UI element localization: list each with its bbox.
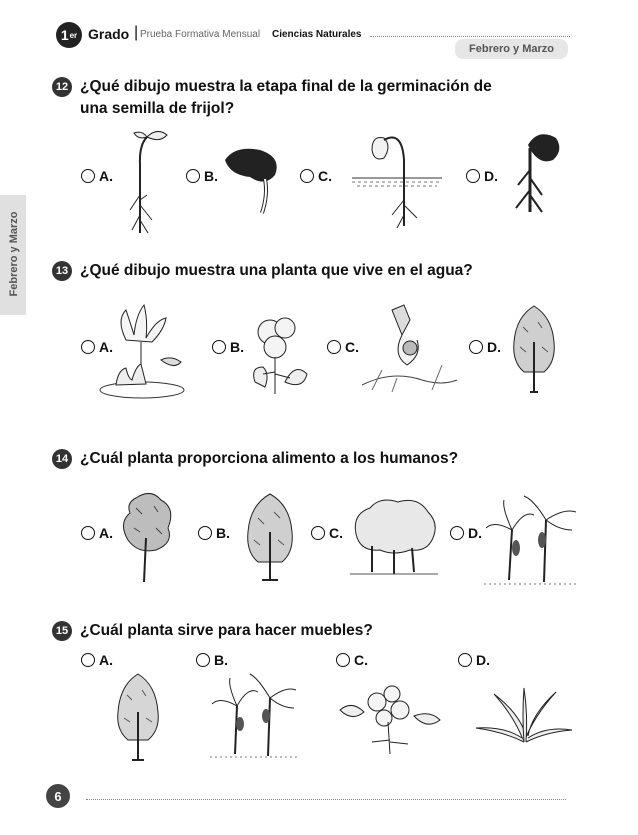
- radio-circle[interactable]: [81, 653, 95, 667]
- option-14-a[interactable]: [81, 525, 113, 541]
- option-14-b[interactable]: [198, 525, 230, 541]
- option-label: D.: [468, 525, 482, 541]
- option-12-c[interactable]: [300, 168, 332, 184]
- grade-label: Grado: [88, 26, 130, 42]
- header-separator: |: [134, 24, 139, 41]
- option-label: A.: [99, 525, 113, 541]
- grade-badge: [56, 22, 82, 48]
- side-tab-text: Febrero y Marzo: [8, 211, 20, 297]
- option-13-b[interactable]: [212, 339, 244, 355]
- radio-circle[interactable]: [81, 526, 95, 540]
- question-12-line2: una semilla de frijol?: [80, 100, 235, 117]
- radio-circle[interactable]: [466, 169, 480, 183]
- geranium-icon: [245, 312, 310, 397]
- option-14-c[interactable]: [311, 525, 343, 541]
- option-label: B.: [216, 525, 230, 541]
- month-tab: Febrero y Marzo: [455, 39, 568, 59]
- cactus-flower-icon: [362, 300, 457, 395]
- page-number: 6: [46, 784, 70, 808]
- option-label: C.: [318, 168, 332, 184]
- option-13-d[interactable]: [469, 339, 501, 355]
- bush-cluster-icon: [350, 494, 438, 576]
- option-label: D.: [487, 339, 501, 355]
- option-label: A.: [99, 652, 113, 668]
- question-number-13: 13: [52, 261, 72, 281]
- option-label: B.: [214, 652, 228, 668]
- radio-circle[interactable]: [198, 526, 212, 540]
- seedling-icon: [112, 125, 172, 235]
- test-name: Prueba Formativa Mensual: [140, 29, 261, 40]
- question-number-14: 14: [52, 449, 72, 469]
- bean-sprout-icon: [220, 145, 285, 215]
- question-15-line1: ¿Cuál planta sirve para hacer muebles?: [80, 622, 373, 639]
- banana-plants-icon: [484, 490, 578, 588]
- option-label: D.: [484, 168, 498, 184]
- option-label: C.: [345, 339, 359, 355]
- option-label: B.: [204, 168, 218, 184]
- question-number-12: 12: [52, 77, 72, 97]
- tree-icon: [508, 302, 560, 394]
- banana-plants-icon: [210, 670, 298, 758]
- option-15-a[interactable]: [81, 652, 113, 668]
- water-lily-icon: [96, 300, 188, 402]
- grade-suffix: er: [69, 30, 78, 40]
- tree-icon: [240, 490, 300, 582]
- radio-circle[interactable]: [327, 340, 341, 354]
- option-14-d[interactable]: [450, 525, 482, 541]
- option-12-b[interactable]: [186, 168, 218, 184]
- option-label: C.: [354, 652, 368, 668]
- flowering-plant-icon: [332, 680, 442, 755]
- radio-circle[interactable]: [300, 169, 314, 183]
- option-13-c[interactable]: [327, 339, 359, 355]
- shrub-icon: [116, 488, 178, 583]
- radio-circle[interactable]: [311, 526, 325, 540]
- option-label: A.: [99, 339, 113, 355]
- radio-circle[interactable]: [186, 169, 200, 183]
- radio-circle[interactable]: [450, 526, 464, 540]
- question-14-line1: ¿Cuál planta proporciona alimento a los humanos?: [80, 450, 459, 467]
- radio-circle[interactable]: [196, 653, 210, 667]
- option-15-b[interactable]: [196, 652, 228, 668]
- subject-label: Ciencias Naturales: [272, 29, 362, 40]
- radio-circle[interactable]: [212, 340, 226, 354]
- question-12-line1: ¿Qué dibujo muestra la etapa final de la germinación de: [80, 78, 492, 95]
- aloe-icon: [474, 686, 574, 746]
- option-label: B.: [230, 339, 244, 355]
- soil-germination-icon: [352, 130, 442, 230]
- bean-roots-icon: [508, 130, 563, 215]
- radio-circle[interactable]: [336, 653, 350, 667]
- option-label: C.: [329, 525, 343, 541]
- option-15-c[interactable]: [336, 652, 368, 668]
- grade-number: 1: [60, 27, 69, 43]
- option-15-d[interactable]: [458, 652, 490, 668]
- tree-icon: [112, 670, 164, 762]
- radio-circle[interactable]: [81, 169, 95, 183]
- radio-circle[interactable]: [81, 340, 95, 354]
- option-label: A.: [99, 168, 113, 184]
- radio-circle[interactable]: [458, 653, 472, 667]
- option-12-d[interactable]: [466, 168, 498, 184]
- radio-circle[interactable]: [469, 340, 483, 354]
- footer-divider: [86, 799, 566, 800]
- header-divider: [370, 36, 570, 37]
- option-label: D.: [476, 652, 490, 668]
- question-number-15: 15: [52, 621, 72, 641]
- question-13-line1: ¿Qué dibujo muestra una planta que vive en el agua?: [80, 262, 473, 279]
- option-12-a[interactable]: [81, 168, 113, 184]
